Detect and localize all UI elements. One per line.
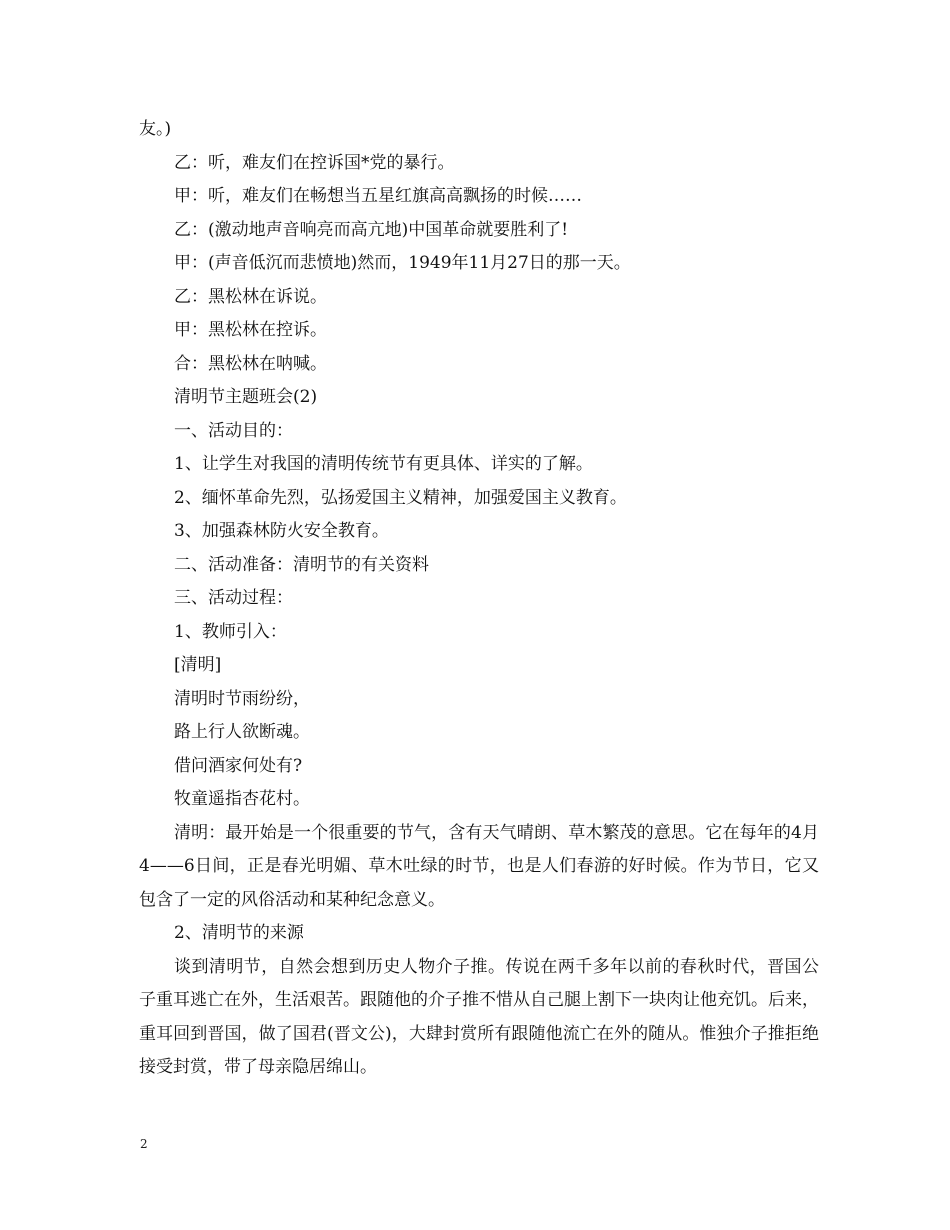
section-heading: 三、活动过程： (174, 588, 293, 608)
dialogue-line: 合：黑松林在呐喊。 (174, 353, 327, 374)
section-heading: 二、活动准备：清明节的有关资料 (174, 554, 429, 575)
dialogue-line: 乙：(激动地声音响亮而高亢地)中国革命就要胜利了! (174, 219, 569, 240)
poem-line: 借问酒家何处有? (174, 755, 303, 776)
subsection-heading: 2、清明节的来源 (174, 923, 304, 943)
dialogue-line: 乙：黑松林在诉说。 (174, 286, 327, 307)
dialogue-line: 甲：听，难友们在畅想当五星红旗高高飘扬的时候…… (174, 186, 582, 206)
poem-title: [清明] (174, 655, 222, 675)
poem-line: 牧童遥指杏花村。 (174, 789, 310, 809)
page-number: 2 (140, 1137, 148, 1151)
poem-line: 清明时节雨纷纷， (174, 688, 310, 709)
dialogue-line: 甲：黑松林在控诉。 (174, 320, 327, 340)
poem-line: 路上行人欲断魂。 (174, 722, 310, 742)
subsection-heading: 1、教师引入： (174, 621, 287, 642)
list-item: 2、缅怀革命先烈，弘扬爱国主义精神，加强爱国主义教育。 (174, 487, 627, 508)
text-line-continuation: 友。) (139, 119, 172, 139)
list-item: 1、让学生对我国的清明传统节有更具体、详实的了解。 (174, 454, 593, 474)
section-heading: 一、活动目的： (174, 420, 293, 441)
section-title: 清明节主题班会(2) (174, 387, 318, 407)
page-body (139, 113, 819, 1085)
dialogue-line: 乙：听，难友们在控诉国*党的暴行。 (174, 152, 455, 173)
paragraph-qingming: 清明：最开始是一个很重要的节气，含有天气晴朗、草木繁茂的意思。它在每年的4月4——6日间，正是春光明媚、草木吐绿的时节，也是人们春游的好时候。作为节日，它又包含了一定的风俗活动和某种纪念意义。 (139, 822, 819, 910)
paragraph-origin: 谈到清明节，自然会想到历史人物介子推。传说在两千多年以前的春秋时代，晋国公子重耳逃亡在外，生活艰苦。跟随他的介子推不惜从自己腿上割下一块肉让他充饥。后来，重耳回到晋国，做了国君(晋文公)，大肆封赏所有跟随他流亡在外的随从。惟独介子推拒绝接受封赏，带了母亲隐居绵山。 (139, 956, 819, 1077)
list-item: 3、加强森林防火安全教育。 (174, 521, 389, 541)
dialogue-line: 甲：(声音低沉而悲愤地)然而，1949年11月27日的那一天。 (174, 253, 631, 273)
